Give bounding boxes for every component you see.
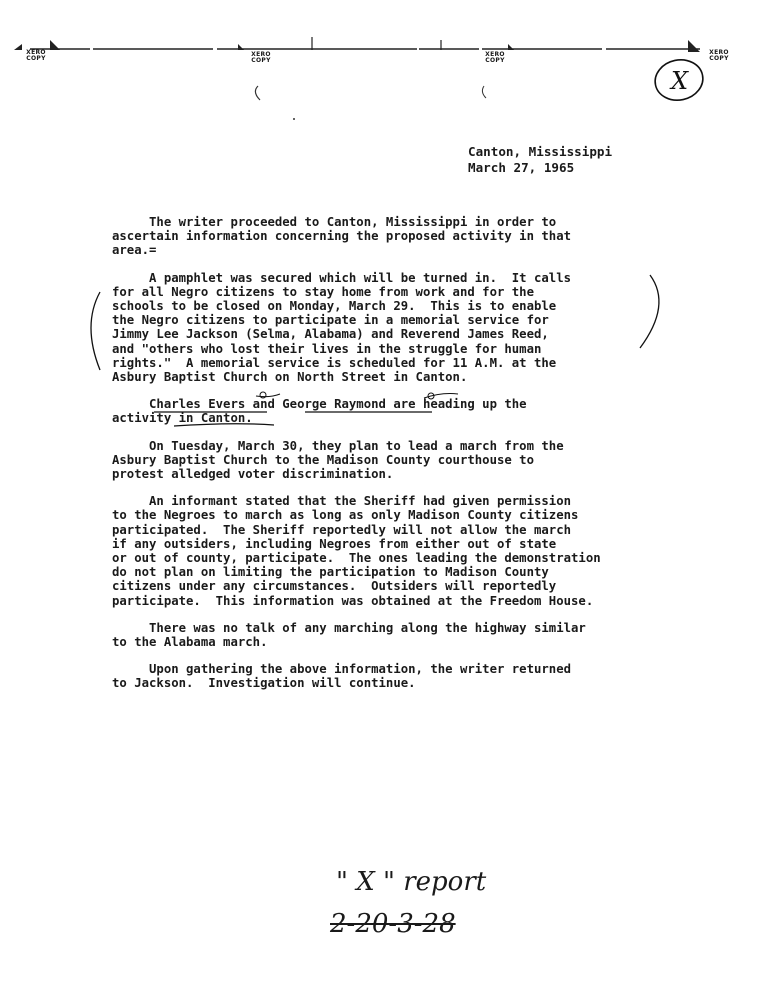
paragraph-informant: An informant stated that the Sheriff had given permission to the Negroes to march as long as only Madison County citizens participated. The Sheriff reportedly will not allow the march if any outsiders, including Negroes from either out of state or out of county, participate. The ones leading the demonstration do not plan on limiting the participation to Madison County citizens under any circumstances. Outsiders will reportedly participate. This information was obtained at the Freedom House.	[112, 494, 601, 608]
corner-mark-text: X	[671, 67, 689, 95]
paragraph-pamphlet: A pamphlet was secured which will be turned in. It calls for all Negro citizens to stay home from work and for the schools to be closed on Monday, March 29. This is to enable the Negro citizens to participate in a memorial service for Jimmy Lee Jackson (Selma, Alabama) and Reverend James Reed, and "others who lost their lives in the struggle for human rights." A memorial service is scheduled for 11 A.M. at the Asbury Baptist Church on North Street in Canton.	[112, 270, 572, 385]
handwritten-code-note: 2-20-3-28	[330, 909, 456, 939]
stamp-text: XERO COPY	[251, 51, 271, 64]
paragraph-march-plan: On Tuesday, March 30, they plan to lead a march from the Asbury Baptist Church to the Madison County courthouse to protest alledged voter discrimination.	[112, 438, 564, 482]
stamp-text: XERO COPY	[26, 49, 46, 62]
handwritten-report-note: " X " report	[336, 867, 487, 897]
stamp-text: XERO COPY	[485, 51, 505, 64]
paragraph-conclusion: Upon gathering the above information, the writer returned to Jackson. Investigation will continue.	[112, 662, 572, 691]
paragraph-intro: The writer proceeded to Canton, Mississippi in order to ascertain information concerning the proposed activity in that area.=	[112, 215, 572, 258]
stamp-text: XERO COPY	[709, 49, 729, 62]
dateline-place: Canton, Mississippi	[468, 144, 613, 159]
dateline-date: March 27, 1965	[468, 160, 575, 175]
underline-canton	[174, 424, 274, 426]
left-bracket-mark	[91, 292, 100, 370]
paragraph-leaders: Charles Evers and George Raymond are heading up the activity in Canton.	[112, 397, 527, 426]
paragraph-highway: There was no talk of any marching along the highway similar to the Alabama march.	[112, 620, 586, 650]
right-bracket-mark	[640, 275, 659, 348]
